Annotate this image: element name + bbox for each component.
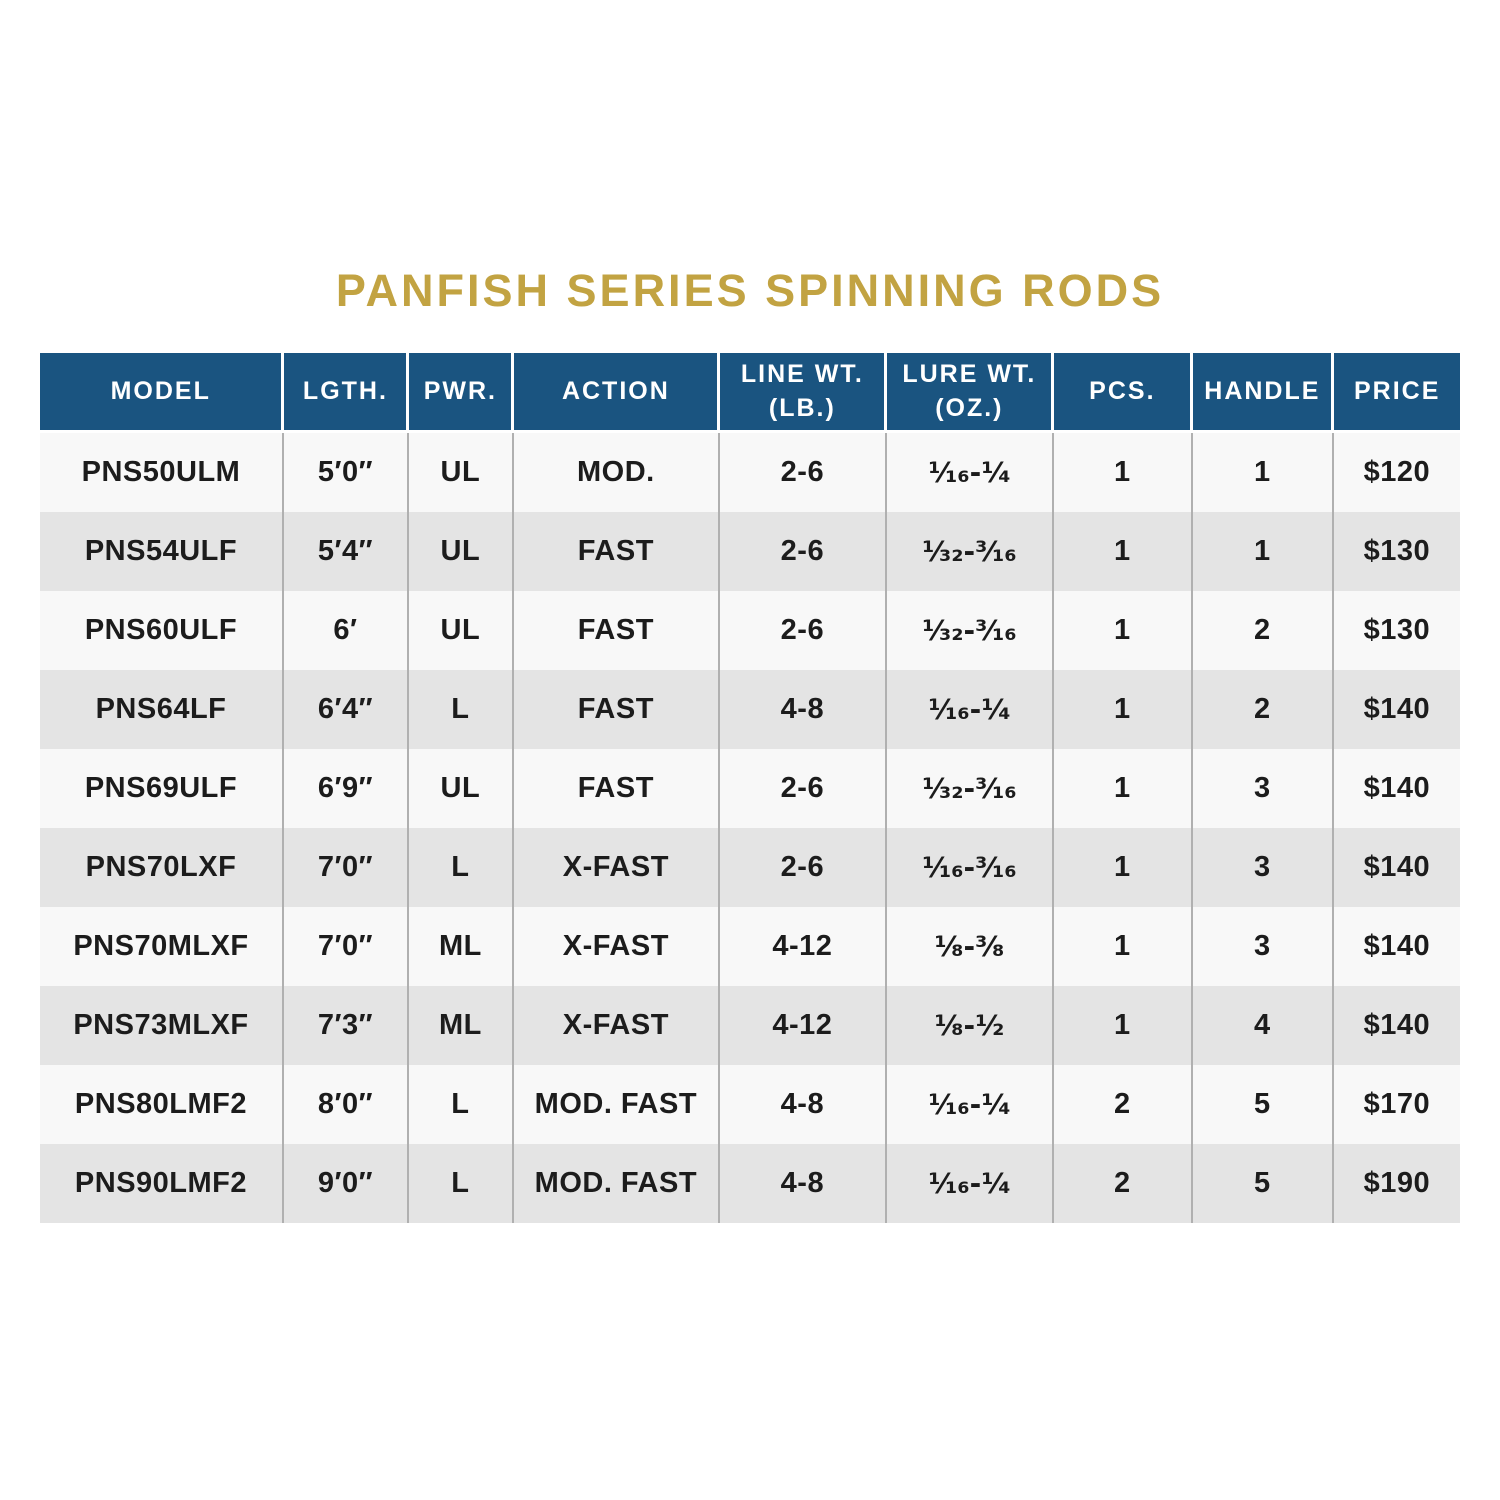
cell-pieces: 1	[1053, 670, 1192, 749]
cell-length: 5′0″	[283, 432, 408, 513]
cell-lure-weight: ¹⁄₁₆-¹⁄₄	[886, 1065, 1053, 1144]
table-row	[40, 1065, 1460, 1144]
cell-pieces: 2	[1053, 1144, 1192, 1223]
cell-model: PNS73MLXF	[73, 1009, 249, 1041]
cell-lure-weight: ¹⁄₃₂-³⁄₁₆	[886, 591, 1053, 670]
cell-length: 7′0″	[283, 828, 408, 907]
cell-pieces: 1	[1053, 986, 1192, 1065]
cell-power: UL	[408, 512, 513, 591]
cell-model: PNS90LMF2	[74, 1167, 248, 1199]
cell-length: 5′4″	[283, 512, 408, 591]
col-header-label: HANDLE	[1204, 376, 1321, 405]
table-body	[40, 432, 1460, 1224]
col-header-handle	[1192, 353, 1333, 432]
col-header-lure-weight	[886, 353, 1053, 432]
cell-power: UL	[408, 749, 513, 828]
col-header-length	[283, 353, 408, 432]
cell-power: L	[408, 828, 513, 907]
cell-handle: 2	[1192, 591, 1333, 670]
page-title: PANFISH SERIES SPINNING RODS	[335, 265, 1165, 316]
cell-action: FAST	[513, 512, 719, 591]
cell-price: $120	[1333, 432, 1460, 513]
cell-handle: 3	[1192, 749, 1333, 828]
table-row	[40, 749, 1460, 828]
cell-length: 7′3″	[283, 986, 408, 1065]
table-row	[40, 828, 1460, 907]
cell-price: $130	[1333, 512, 1460, 591]
cell-length: 6′9″	[283, 749, 408, 828]
cell-length: 7′0″	[283, 907, 408, 986]
cell-price: $140	[1333, 907, 1460, 986]
table-header-row	[40, 353, 1460, 432]
cell-model: PNS60ULF	[84, 614, 238, 646]
cell-line-weight: 4-8	[719, 1065, 886, 1144]
cell-line-weight: 2-6	[719, 591, 886, 670]
cell-lure-weight: ¹⁄₁₆-¹⁄₄	[886, 1144, 1053, 1223]
cell-action: FAST	[513, 670, 719, 749]
cell-price: $140	[1333, 986, 1460, 1065]
cell-line-weight: 2-6	[719, 512, 886, 591]
cell-model: PNS54ULF	[84, 535, 238, 567]
cell-length: 8′0″	[283, 1065, 408, 1144]
cell-pieces: 1	[1053, 749, 1192, 828]
cell-line-weight: 4-8	[719, 670, 886, 749]
cell-length: 9′0″	[283, 1144, 408, 1223]
cell-handle: 1	[1192, 512, 1333, 591]
table-row	[40, 986, 1460, 1065]
cell-power: ML	[408, 986, 513, 1065]
col-header-label: LURE WT.	[902, 359, 1037, 388]
cell-pieces: 1	[1053, 591, 1192, 670]
cell-pieces: 1	[1053, 907, 1192, 986]
cell-model: PNS69ULF	[84, 772, 238, 804]
cell-price: $190	[1333, 1144, 1460, 1223]
cell-line-weight: 2-6	[719, 749, 886, 828]
col-header-action	[513, 353, 719, 432]
cell-lure-weight: ¹⁄₃₂-³⁄₁₆	[886, 512, 1053, 591]
table-row	[40, 432, 1460, 513]
col-header-line-weight	[719, 353, 886, 432]
cell-action: FAST	[513, 591, 719, 670]
cell-pieces: 1	[1053, 512, 1192, 591]
cell-pieces: 1	[1053, 828, 1192, 907]
cell-action: FAST	[513, 749, 719, 828]
cell-power: UL	[408, 432, 513, 513]
cell-line-weight: 2-6	[719, 432, 886, 513]
col-header-price	[1333, 353, 1460, 432]
cell-line-weight: 4-8	[719, 1144, 886, 1223]
cell-line-weight: 4-12	[719, 986, 886, 1065]
col-header-label: LINE WT.	[740, 359, 864, 388]
table-row	[40, 670, 1460, 749]
cell-lure-weight: ¹⁄₁₆-¹⁄₄	[886, 432, 1053, 513]
cell-power: L	[408, 1065, 513, 1144]
cell-lure-weight: ¹⁄₃₂-³⁄₁₆	[886, 749, 1053, 828]
col-header-label: LGTH.	[302, 376, 388, 405]
cell-line-weight: 2-6	[719, 828, 886, 907]
cell-lure-weight: ¹⁄₁₆-¹⁄₄	[886, 670, 1053, 749]
cell-power: L	[408, 670, 513, 749]
cell-length: 6′	[283, 591, 408, 670]
cell-price: $170	[1333, 1065, 1460, 1144]
cell-action: MOD. FAST	[513, 1065, 719, 1144]
col-header-power	[408, 353, 513, 432]
cell-pieces: 2	[1053, 1065, 1192, 1144]
cell-length: 6′4″	[283, 670, 408, 749]
col-header-label: MODEL	[110, 376, 211, 405]
cell-action: MOD. FAST	[513, 1144, 719, 1223]
cell-lure-weight: ¹⁄₈-³⁄₈	[886, 907, 1053, 986]
cell-price: $130	[1333, 591, 1460, 670]
cell-handle: 5	[1192, 1144, 1333, 1223]
col-header-pieces	[1053, 353, 1192, 432]
table-row	[40, 512, 1460, 591]
cell-pieces: 1	[1053, 432, 1192, 513]
col-header-label: PCS.	[1089, 376, 1156, 405]
spec-table	[40, 353, 1460, 1223]
cell-action: X-FAST	[513, 828, 719, 907]
col-header-label: PWR.	[423, 376, 498, 405]
cell-price: $140	[1333, 670, 1460, 749]
cell-price: $140	[1333, 749, 1460, 828]
col-header-sublabel: (LB.)	[768, 393, 836, 422]
col-header-label: ACTION	[561, 376, 670, 405]
cell-power: ML	[408, 907, 513, 986]
cell-action: X-FAST	[513, 907, 719, 986]
cell-handle: 3	[1192, 907, 1333, 986]
cell-lure-weight: ¹⁄₁₆-³⁄₁₆	[886, 828, 1053, 907]
cell-lure-weight: ¹⁄₈-¹⁄₂	[886, 986, 1053, 1065]
cell-handle: 5	[1192, 1065, 1333, 1144]
cell-model: PNS70MLXF	[73, 930, 249, 962]
cell-handle: 4	[1192, 986, 1333, 1065]
cell-handle: 3	[1192, 828, 1333, 907]
cell-action: MOD.	[513, 432, 719, 513]
col-header-sublabel: (OZ.)	[935, 393, 1004, 422]
col-header-label: PRICE	[1353, 376, 1441, 405]
table-header	[40, 353, 1460, 432]
col-header-model	[40, 353, 283, 432]
cell-model: PNS64LF	[95, 693, 227, 725]
cell-power: UL	[408, 591, 513, 670]
cell-model: PNS70LXF	[85, 851, 237, 883]
cell-price: $140	[1333, 828, 1460, 907]
table-row	[40, 1144, 1460, 1223]
cell-line-weight: 4-12	[719, 907, 886, 986]
cell-action: X-FAST	[513, 986, 719, 1065]
cell-model: PNS50ULM	[81, 456, 241, 488]
cell-handle: 2	[1192, 670, 1333, 749]
cell-power: L	[408, 1144, 513, 1223]
cell-handle: 1	[1192, 432, 1333, 513]
table-row	[40, 591, 1460, 670]
table-row	[40, 907, 1460, 986]
cell-model: PNS80LMF2	[74, 1088, 248, 1120]
